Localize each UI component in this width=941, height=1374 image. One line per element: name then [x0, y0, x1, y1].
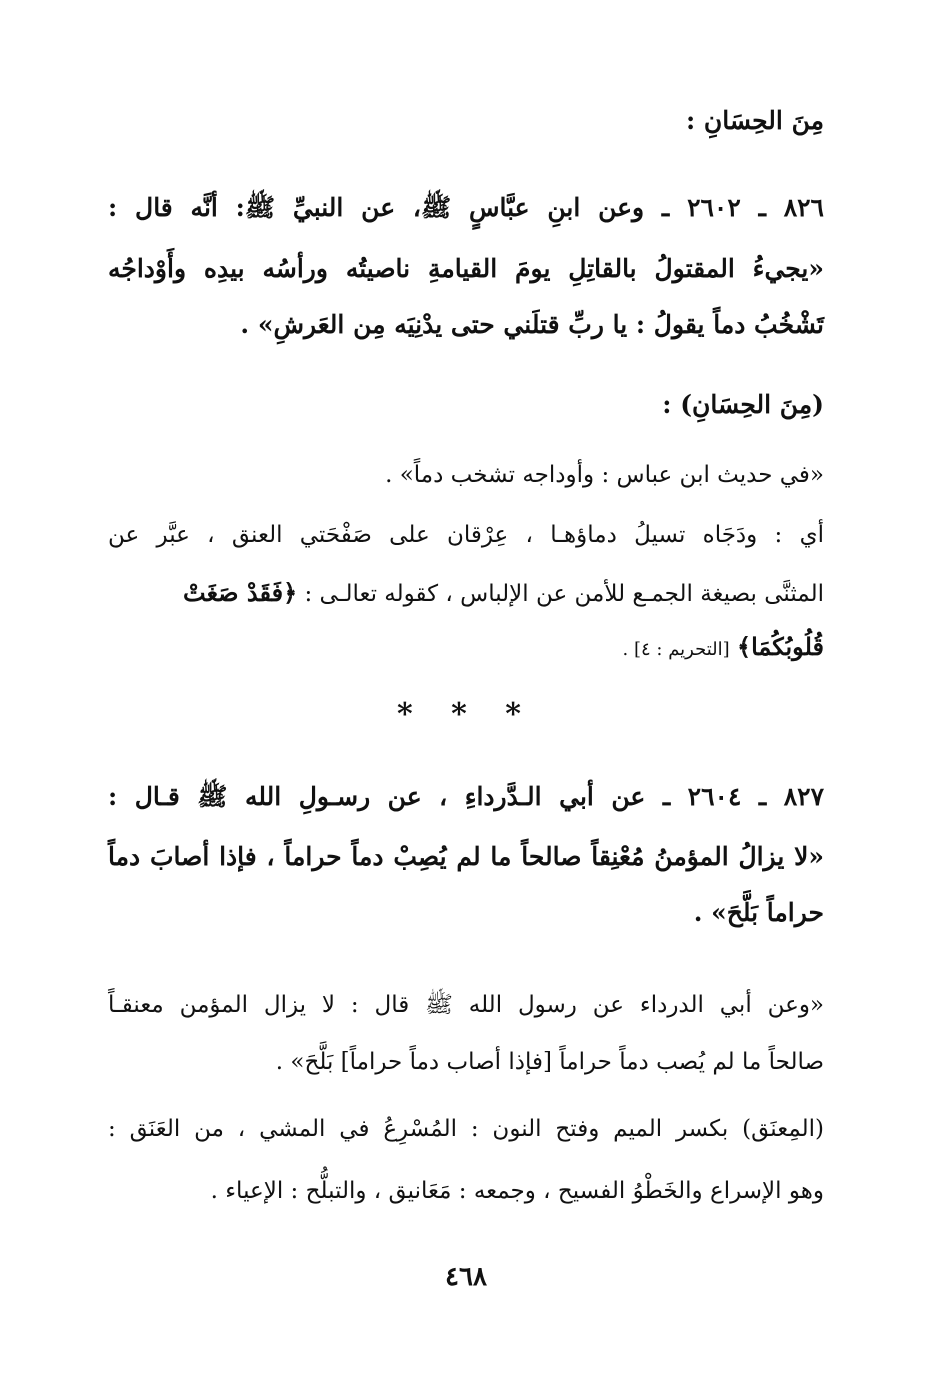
hadith-827-line-1: ٨٢٧ ـ ٢٦٠٤ ـ عن أبي الـدَّرداءِ ، عن رسـولِ الله ﷺ قـال :	[108, 782, 825, 811]
commentary-quote-827-line-2: صالحاً ما لم يُصب دماً حراماً [فإذا أصاب دماً حراماً] بَلَّحَ» .	[275, 1049, 824, 1075]
quran-verse-start: ﴿فَقَدْ صَغَتْ	[183, 578, 298, 607]
commentary-quote-827-line-1: «وعن أبي الدرداء عن رسول الله ﷺ قال : لا يزال المؤمن معنقـاً	[108, 992, 824, 1018]
commentary-827-line-1: (المِعنَق) بكسر الميم وفتح النون : المُسْرِعُ في المشي ، من العَنَق :	[108, 1116, 824, 1142]
hadith-826-line-2: «يجيءُ المقتولُ بالقاتِلِ يومَ القيامةِ ناصيتُه ورأسُه بيدِه وأَوْداجُه	[108, 254, 824, 283]
commentary-827-line-2: وهو الإسراع والخَطْوُ الفسيح ، وجمعه : مَعَانيق ، والتبلُّح : الإعياء .	[210, 1178, 824, 1204]
hadith-826-line-1: ٨٢٦ ـ ٢٦٠٢ ـ وعن ابنِ عبَّاسٍ ﷺ، عن النبيِّ ﷺ: أنَّه قال :	[108, 193, 824, 222]
hadith-826-line-3: تَشْخُبُ دماً يقولُ : يا ربِّ قتلَني حتى يدْنِيَه مِن العَرشِ» .	[240, 310, 824, 339]
section-separator: * * *	[397, 697, 535, 732]
quran-reference: [التحريم : ٤] .	[622, 639, 730, 660]
commentary-826-line-1: أي : ودَجَاه تسيلُ دماؤهـا ، عِرْقان على صَفْحَتي العنق ، عبَّر عن	[108, 522, 824, 548]
section-heading-hisan: مِنَ الحِسَانِ :	[685, 106, 824, 135]
book-page	[108, 0, 824, 1374]
commentary-heading-hisan: (مِنَ الحِسَانِ) :	[662, 390, 824, 419]
quran-verse-end: قُلُوبُكُمَا﴾	[737, 632, 824, 661]
commentary-quote-826: «في حديث ابن عباس : وأوداجه تشخب دماً» .	[385, 462, 824, 488]
commentary-826-line-2-text: المثنَّى بصيغة الجمـع للأمن عن الإلباس ، كقوله تعالـى :	[304, 581, 824, 607]
page-number: ٤٦٨	[445, 1262, 487, 1292]
commentary-826-line-2	[108, 576, 824, 611]
commentary-826-line-3	[108, 630, 824, 667]
hadith-827-line-2: «لا يزالُ المؤمنُ مُعْنِقاً صالحاً ما لم يُصِبْ دماً حراماً ، فإذا أصابَ دماً	[108, 842, 824, 871]
hadith-827-line-3: حراماً بَلَّحَ» .	[693, 898, 824, 927]
